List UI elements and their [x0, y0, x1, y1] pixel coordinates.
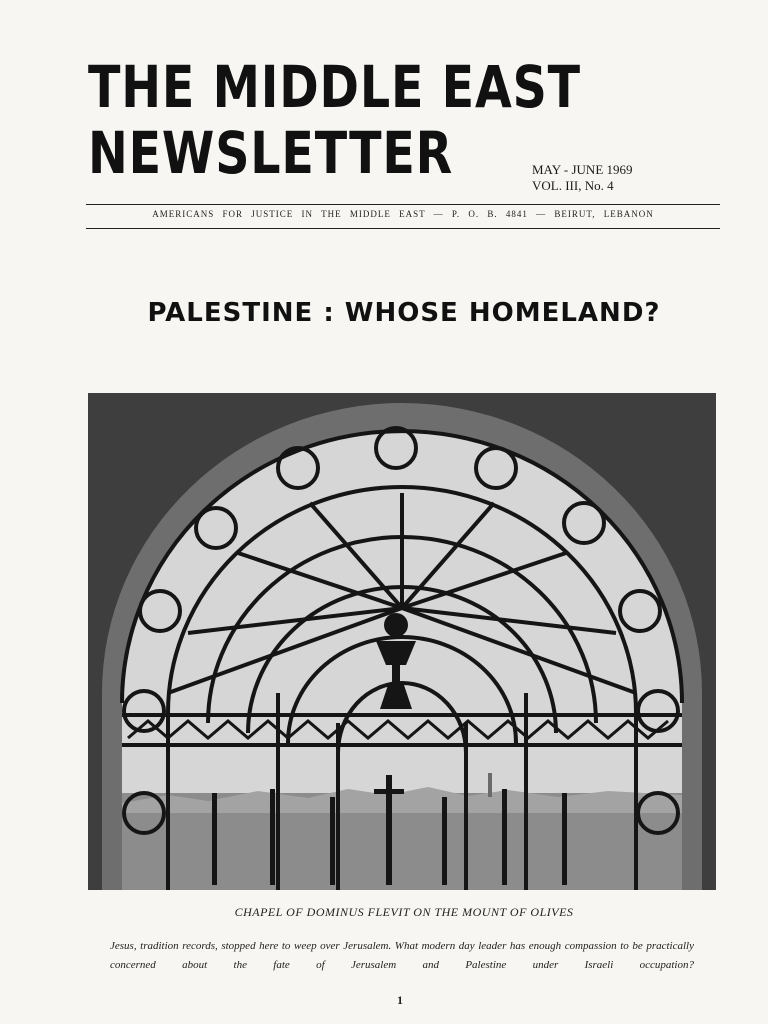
chapel-window-photo — [88, 393, 716, 890]
newsletter-masthead — [88, 54, 581, 186]
photo-caption: CHAPEL OF DOMINUS FLEVIT ON THE MOUNT OF OLIVES — [234, 905, 574, 919]
top-rule — [86, 204, 720, 205]
masthead-title-line1: THE MIDDLE EAST — [88, 53, 581, 121]
chapel-window-illustration — [88, 393, 716, 890]
issue-date: MAY - JUNE 1969 — [532, 162, 633, 177]
organization-line: AMERICANS FOR JUSTICE IN THE MIDDLE EAST — P. O. B. 4841 — BEIRUT, LEBANON — [152, 209, 654, 219]
article-headline: PALESTINE : WHOSE HOMELAND? — [147, 298, 661, 328]
article-body: Jesus, tradition records, stopped here to weep over Jerusalem. What modern day leader has enough compassion to be practically concerned about the fate of Jerusalem and Palestine under Israeli occupation? — [110, 940, 694, 971]
page-number: 1 — [397, 993, 403, 1007]
issue-info — [532, 162, 633, 194]
masthead-title-line2: NEWSLETTER — [88, 119, 454, 187]
bottom-rule — [86, 228, 720, 229]
issue-volume: VOL. III, No. 4 — [532, 178, 614, 193]
